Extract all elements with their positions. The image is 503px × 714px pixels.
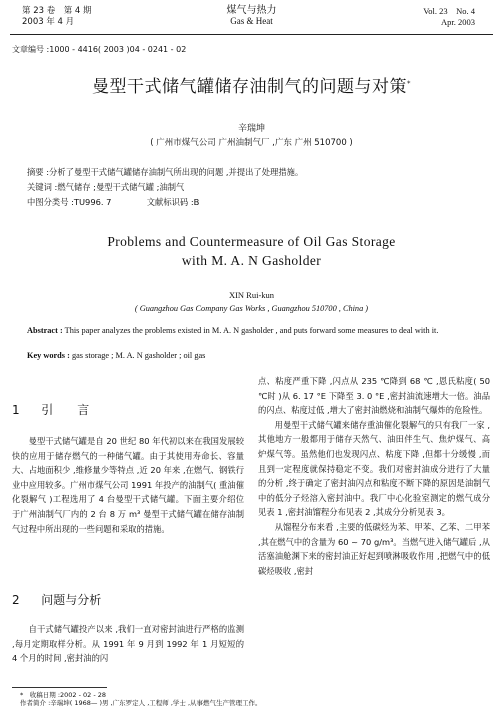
paper-title-en-line1: Problems and Countermeasure of Oil Gas Storage bbox=[107, 234, 396, 249]
document-code: 文献标识码 :B bbox=[146, 197, 200, 207]
section-2-paragraph: 自干式储气罐投产以来 ,我们一直对密封油进行严格的监测 ,每月定期取样分析。从 1991 年 9 月到 1992 年 1 月短短的 4 个月的时间 ,密封油的闪 bbox=[12, 624, 244, 664]
title-footnote-mark: * bbox=[407, 79, 411, 88]
classification-number: 中图分类号 :TU996. 7 bbox=[27, 197, 112, 207]
affiliation-en: ( Guangzhou Gas Company Gas Works , Guangzhou 510700 , China ) bbox=[134, 304, 369, 313]
journal-name-en: Gas & Heat bbox=[230, 16, 273, 26]
section-2-title: 问题与分析 bbox=[41, 593, 102, 607]
classification-line bbox=[27, 196, 487, 208]
volume-issue: 第 23 卷 第 4 期 bbox=[22, 6, 92, 16]
abstract-en-text: This paper analyzes the problems existed in M. A. N gasholder , and puts forward some measures to deal with it. bbox=[64, 326, 439, 335]
keywords-en bbox=[27, 351, 205, 360]
section-1-title: 引 言 bbox=[41, 403, 90, 417]
body-paragraph-3: 从馏程分布来看 ,主要的低碳烃为苯、甲苯、乙苯、二甲苯 ,其在燃气中的含量为 60 ~ 70 g/m³。当燃气进入储气罐后 ,从活塞油舱渊下来的密封油正好起到喷淋吸收作用 ,把燃气中的低碳烃吸收 ,密封 bbox=[258, 521, 490, 576]
header-rule bbox=[10, 34, 493, 35]
paper-title-en-line2: with M. A. N Gasholder bbox=[181, 253, 322, 268]
section-1-number: 1 bbox=[12, 403, 20, 417]
abstract-en-label: Abstract : bbox=[27, 326, 63, 335]
issue-date-en: Apr. 2003 bbox=[441, 17, 475, 27]
author-en: XIN Rui-kun bbox=[228, 290, 275, 300]
keywords-en-label: Key words : bbox=[27, 351, 70, 360]
journal-name-cn: 煤气与热力 bbox=[226, 5, 277, 16]
keywords-cn: 关键词 :燃气储存 ;曼型干式储气罐 ;油制气 bbox=[27, 182, 185, 192]
section-1-paragraph: 曼型干式储气罐是自 20 世纪 80 年代初以来在我国发展较快的应用于储存燃气的一种储气罐。由于其使用寿命长、容量大、占地面积少 ,维修量少等特点 ,近 20 年来 ,在燃气、钢铁行业中应用较多。广州市煤气公司 1991 年投产的油制气( 重油催化裂解气 )工程选用了 4 台曼型干式储气罐。下面主要介绍位于广州油制气厂内的 2 台 8 万 m³ 曼型干式储气罐在储存油制气过程中所出现的一些问题和采取的措施。 bbox=[12, 436, 244, 534]
header-volume-en bbox=[423, 6, 475, 28]
body-paragraph-1: 点、粘度严重下降 ,闪点从 235 ℃降到 68 ℃ ,恩氏粘度( 50 ℃时 )从 6. 17 °E 下降至 3. 0 °E ,密封油流速增大一倍。油品的闪点、粘度过低 ,增大了密封油燃烧和油制气爆炸的危险性。 bbox=[258, 376, 490, 416]
article-number: 文章编号 :1000 - 4416( 2003 )04 - 0241 - 02 bbox=[12, 45, 187, 54]
vol-no-en: Vol. 23 No. 4 bbox=[423, 6, 475, 16]
section-1-body bbox=[12, 434, 244, 536]
issue-date-cn: 2003 年 4 月 bbox=[22, 17, 75, 27]
affiliation-cn: ( 广州市煤气公司 广州油制气厂 ,广东 广州 510700 ) bbox=[150, 138, 353, 148]
title-text: 曼型干式储气罐储存油制气的问题与对策 bbox=[92, 77, 407, 97]
author-cn: 辛瑞坤 bbox=[237, 124, 265, 134]
footnote-received: * 收稿日期 :2002 - 02 - 28 bbox=[20, 691, 107, 699]
abstract-en bbox=[27, 324, 477, 337]
footnote-rule bbox=[12, 687, 107, 688]
section-2-heading bbox=[12, 591, 101, 608]
right-column-body bbox=[258, 374, 490, 578]
abstract-cn: 摘要 :分析了曼型干式储气罐储存油制气所出现的问题 ,并提出了处理措施。 bbox=[27, 167, 304, 177]
body-paragraph-2: 用曼型干式储气罐来储存重油催化裂解气的只有我厂一家 ,其他地方一般都用于储存天然气、油田伴生气、焦炉煤气、高炉煤气等。虽然他们也发现闪点、粘度下降 ,但都十分缓慢 ,而且到一定程度就保持稳定不变。我们对密封油成分进行了大量的分析 ,终于确定了密封油闪点和粘度不断下降的原因是油制气中的低分子烃溶入密封油中。我厂中心化验室测定的燃气成分见表 1 ,密封油馏程分布见表 2 ,其成分分析见表 3。 bbox=[258, 419, 490, 518]
footnote-author-bio: 作者简介 :辛瑞坤( 1968— )男 ,广东罗定人 ,工程师 ,学士 ,从事燃气生产管理工作。 bbox=[20, 699, 262, 707]
section-1-heading bbox=[12, 401, 89, 418]
paper-title-cn bbox=[0, 72, 503, 97]
section-2-body bbox=[12, 622, 244, 666]
keywords-en-text: gas storage ; M. A. N gasholder ; oil gas bbox=[71, 351, 206, 360]
section-2-number: 2 bbox=[12, 593, 20, 607]
